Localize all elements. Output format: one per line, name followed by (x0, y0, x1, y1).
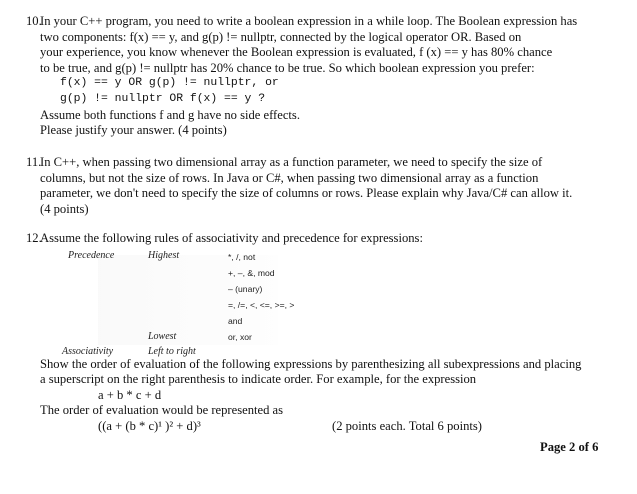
question-note: Please justify your answer. (4 points) (40, 123, 227, 138)
question-line: parameter, we don't need to specify the size of columns or rows. Please explain why Java/C# can allow it. (40, 186, 573, 201)
question-number: 12. (26, 231, 42, 245)
question-number: 10. (26, 14, 42, 28)
precedence-label: Precedence (68, 249, 115, 261)
example-expression: a + b * c + d (98, 387, 162, 402)
lowest-label: Lowest (148, 330, 177, 342)
precedence-row: +, –, &, mod (228, 267, 275, 278)
question-intro: Assume the following rules of associativity and precedence for expressions: (40, 231, 423, 245)
page-number: Page 2 of 6 (540, 440, 599, 454)
example-representation-row (40, 419, 606, 435)
precedence-row: and (228, 315, 243, 326)
question-line: The order of evaluation would be represented as (40, 403, 284, 418)
precedence-row: or, xor (228, 331, 252, 342)
precedence-row: =, /=, <, <=, >=, > (228, 299, 295, 310)
question-line: (4 points) (40, 201, 89, 216)
precedence-row: – (unary) (228, 283, 263, 294)
question-line: Show the order of evaluation of the following expressions by parenthesizing all subexpressions and placing (40, 356, 582, 371)
code-option-1: f(x) == y OR g(p) != nullptr, or (60, 77, 279, 90)
question-line: In your C++ program, you need to write a boolean expression in a while loop. The Boolean expression has (40, 14, 578, 28)
question-line: a superscript on the right parenthesis to indicate order. For example, for the expression (40, 372, 477, 387)
question-line: your experience, you know whenever the Boolean expression is evaluated, f (x) == y has 80% chance (40, 45, 553, 60)
question-11 (26, 155, 606, 217)
question-line: columns, but not the size of rows. In Java or C#, when passing two dimensional array as a function (40, 170, 539, 185)
associativity-value: Left to right (148, 345, 196, 357)
precedence-row: *, /, not (228, 251, 256, 262)
question-line: In C++, when passing two dimensional array as a function parameter, we need to specify the size of (40, 155, 543, 169)
code-option-2: g(p) != nullptr OR f(x) == y ? (60, 92, 266, 105)
question-10 (26, 14, 606, 139)
question-note: Assume both functions f and g have no side effects. (40, 107, 300, 122)
question-number: 11. (26, 155, 42, 169)
points-label: (2 points each. Total 6 points) (332, 418, 482, 433)
question-line: two components: f(x) == y, and g(p) != nullptr, connected by the logical operator OR. Based on (40, 29, 522, 44)
example-representation: ((a + (b * c)¹ )² + d)³ (98, 418, 201, 433)
question-line: to be true, and g(p) != nullptr has 20% chance to be true. So which boolean expression you prefer: (40, 60, 535, 75)
highest-label: Highest (148, 249, 180, 261)
question-12 (26, 231, 606, 435)
precedence-table (40, 249, 606, 357)
associativity-label: Associativity (62, 345, 114, 357)
